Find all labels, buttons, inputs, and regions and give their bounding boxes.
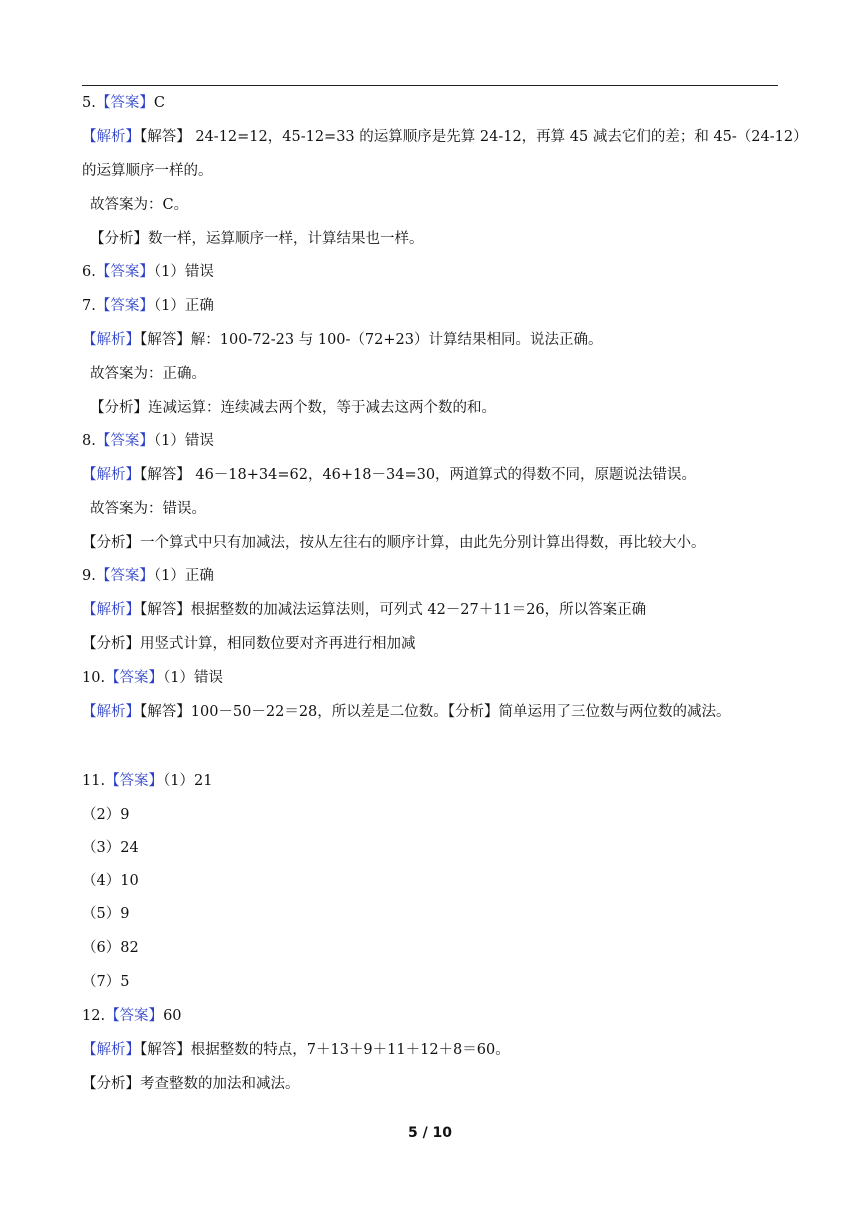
header-rule <box>82 85 778 86</box>
q5-jieda-line1: 【解析】【解答】 24-12=12，45-12=33 的运算顺序是先算 24-12，再算 45 减去它们的差；和 45-（24-12） <box>82 129 808 145</box>
q8-jieda: 【解析】【解答】 46－18+34=62，46+18－34=30，两道算式的得数不同，原题说法错误。 <box>82 467 697 483</box>
q7-jieda: 【解析】【解答】解：100-72-23 与 100-（72+23）计算结果相同。说法正确。 <box>82 332 603 348</box>
q5-jieda-line2: 的运算顺序一样的。 <box>82 163 213 179</box>
q7-answer-line: 7.【答案】（1）正确 <box>82 298 214 314</box>
answer-tag: 【答案】 <box>105 773 164 789</box>
q11-part: （6）82 <box>82 940 139 956</box>
q9-jieda: 【解析】【解答】根据整数的加减法运算法则，可列式 42－27＋11＝26，所以答案正确 <box>82 602 647 618</box>
q12-fenxi: 【分析】考查整数的加法和减法。 <box>82 1076 300 1092</box>
answer-tag: 【答案】 <box>95 95 154 111</box>
q11-part: （4）10 <box>82 873 139 889</box>
q11-part: （7）5 <box>82 974 130 990</box>
q8-answer-line: 8.【答案】（1）错误 <box>82 433 214 449</box>
q12-answer-line: 12.【答案】60 <box>82 1008 182 1024</box>
q5-answer-line: 5.【答案】C <box>82 95 165 111</box>
q7-fenxi: 【分析】连减运算：连续减去两个数，等于减去这两个数的和。 <box>90 400 496 416</box>
q9-answer-line: 9.【答案】（1）正确 <box>82 568 214 584</box>
q6-answer-line: 6.【答案】（1）错误 <box>82 264 214 280</box>
q8-fenxi: 【分析】一个算式中只有加减法，按从左往右的顺序计算，由此先分别计算出得数，再比较大小。 <box>82 535 706 551</box>
q12-jieda: 【解析】【解答】根据整数的特点，7＋13＋9＋11＋12＋8＝60。 <box>82 1042 510 1058</box>
q11-answer-line: 11.【答案】（1）21 <box>82 773 213 789</box>
q10-answer-line: 10.【答案】（1）错误 <box>82 670 224 686</box>
q11-part: （3）24 <box>82 840 139 856</box>
answer-tag: 【答案】 <box>105 670 164 686</box>
answer-tag: 【答案】 <box>105 1008 164 1024</box>
q10-jieda: 【解析】【解答】100－50－22＝28，所以差是二位数。【分析】简单运用了三位数与两位数的减法。 <box>82 704 731 720</box>
q7-conclusion: 故答案为：正确。 <box>90 366 206 382</box>
q11-part: （2）9 <box>82 807 130 823</box>
answer-tag: 【答案】 <box>95 264 154 280</box>
q5-conclusion: 故答案为：C。 <box>90 197 189 213</box>
q8-conclusion: 故答案为：错误。 <box>90 501 206 517</box>
jiexi-tag: 【解析】 <box>82 129 140 145</box>
q5-fenxi: 【分析】数一样，运算顺序一样，计算结果也一样。 <box>90 231 424 247</box>
q9-fenxi: 【分析】用竖式计算，相同数位要对齐再进行相加减 <box>82 636 416 652</box>
page-number: 5 / 10 <box>407 1125 453 1141</box>
answer-tag: 【答案】 <box>95 568 154 584</box>
jieda-tag: 【解答】 <box>140 129 191 145</box>
answer-tag: 【答案】 <box>95 433 154 449</box>
q11-part: （5）9 <box>82 906 130 922</box>
answer-tag: 【答案】 <box>95 298 154 314</box>
